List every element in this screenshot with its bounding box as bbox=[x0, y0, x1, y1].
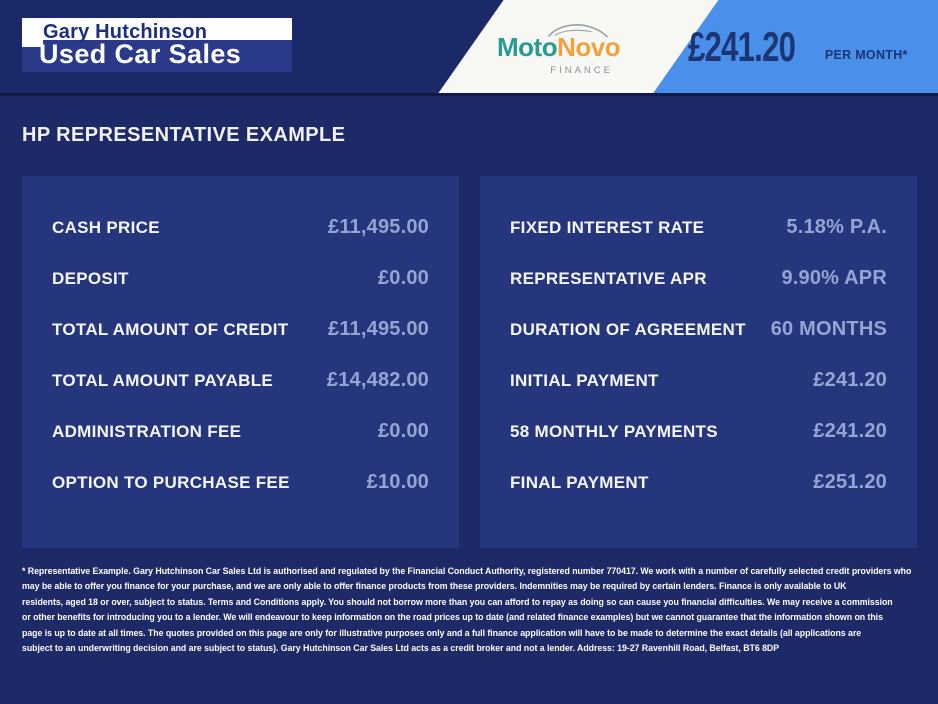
row-label: OPTION TO PURCHASE FEE bbox=[52, 472, 290, 492]
table-row bbox=[510, 202, 887, 253]
legal-disclaimer bbox=[22, 564, 916, 656]
row-label: INITIAL PAYMENT bbox=[510, 370, 659, 390]
monthly-price-banner bbox=[688, 0, 938, 93]
row-label: FIXED INTEREST RATE bbox=[510, 217, 705, 237]
motonovo-moto-text: Moto bbox=[497, 32, 558, 62]
row-value: £0.00 bbox=[377, 267, 429, 289]
dealer-tagline-text: Used Car Sales bbox=[39, 39, 242, 69]
disclaimer-line: * Representative Example. Gary Hutchinson Car Sales Ltd is authorised and regulated by the Financial Conduct Authority, registered number 770417. We work with a number of carefully selected credit providers who bbox=[22, 566, 912, 576]
disclaimer-line: residents, aged 18 or over, subject to status. Terms and Conditions apply. You should not borrow more than you can afford to repay as doing so can cause you financial difficulties. We may receive a commission bbox=[22, 596, 893, 607]
table-row bbox=[52, 304, 429, 355]
motonovo-finance-logo bbox=[497, 21, 621, 79]
row-label: DURATION OF AGREEMENT bbox=[510, 319, 746, 339]
table-row bbox=[510, 304, 887, 355]
row-value: £251.20 bbox=[813, 471, 887, 493]
row-label: FINAL PAYMENT bbox=[510, 472, 649, 492]
disclaimer-line: subject to an underwriting decision and are subject to status). Gary Hutchinson Car Sales Ltd acts as a credit broker and not a lender. Address: 19-27 Ravenhill Road, Belfast, BT6 8DP bbox=[22, 643, 780, 654]
row-value: £11,495.00 bbox=[328, 216, 429, 238]
header-bar bbox=[0, 0, 938, 96]
row-value: £0.00 bbox=[377, 420, 429, 442]
disclaimer-line: or other benefits for introducing you to a lender. We will endeavour to keep information on the road prices up to date (and related finance examples) but we cannot guarantee that the information shown on this bbox=[22, 612, 883, 623]
motonovo-novo-text: Novo bbox=[557, 32, 621, 62]
monthly-price-amount: £241.20 bbox=[688, 22, 796, 70]
row-value: 9.90% APR bbox=[781, 267, 887, 289]
monthly-price-suffix: PER MONTH* bbox=[824, 47, 908, 62]
table-row bbox=[510, 253, 887, 304]
row-label: 58 MONTHLY PAYMENTS bbox=[510, 421, 718, 441]
disclaimer-line: may be able to offer you finance for your purchase, and we are only able to offer finance products from these providers. Indemnities may be required by certain lenders. Finance is only available to UK bbox=[22, 581, 847, 592]
table-row bbox=[52, 457, 429, 508]
row-label: REPRESENTATIVE APR bbox=[510, 268, 707, 288]
table-row bbox=[52, 355, 429, 406]
row-value: 5.18% P.A. bbox=[786, 216, 887, 238]
row-label: DEPOSIT bbox=[52, 268, 129, 288]
dealer-name-text: Gary Hutchinson bbox=[43, 21, 208, 43]
row-label: TOTAL AMOUNT OF CREDIT bbox=[52, 319, 289, 339]
finance-panel-left bbox=[22, 176, 459, 548]
row-value: £241.20 bbox=[813, 369, 887, 391]
finance-panel-right bbox=[480, 176, 917, 548]
table-row bbox=[52, 406, 429, 457]
row-label: ADMINISTRATION FEE bbox=[52, 421, 242, 441]
motonovo-finance-text: FINANCE bbox=[550, 65, 613, 76]
table-row bbox=[52, 253, 429, 304]
table-row bbox=[510, 406, 887, 457]
motonovo-wordmark bbox=[497, 32, 620, 63]
row-value: £10.00 bbox=[366, 471, 429, 493]
dealer-logo bbox=[22, 18, 292, 72]
row-label: TOTAL AMOUNT PAYABLE bbox=[52, 370, 274, 390]
row-value: £14,482.00 bbox=[326, 369, 429, 391]
table-row bbox=[510, 355, 887, 406]
row-label: CASH PRICE bbox=[52, 217, 160, 237]
table-row bbox=[52, 202, 429, 253]
row-value: £241.20 bbox=[813, 420, 887, 442]
page-title: HP REPRESENTATIVE EXAMPLE bbox=[22, 124, 346, 146]
row-value: £11,495.00 bbox=[328, 318, 429, 340]
finance-panels bbox=[22, 176, 917, 548]
row-value: 60 MONTHS bbox=[770, 318, 887, 340]
table-row bbox=[510, 457, 887, 508]
disclaimer-line: page is up to date at all times. The quotes provided on this page are only for illustrative purposes only and a full finance application will have to be made to determine the exact details (all applications are bbox=[22, 627, 862, 638]
